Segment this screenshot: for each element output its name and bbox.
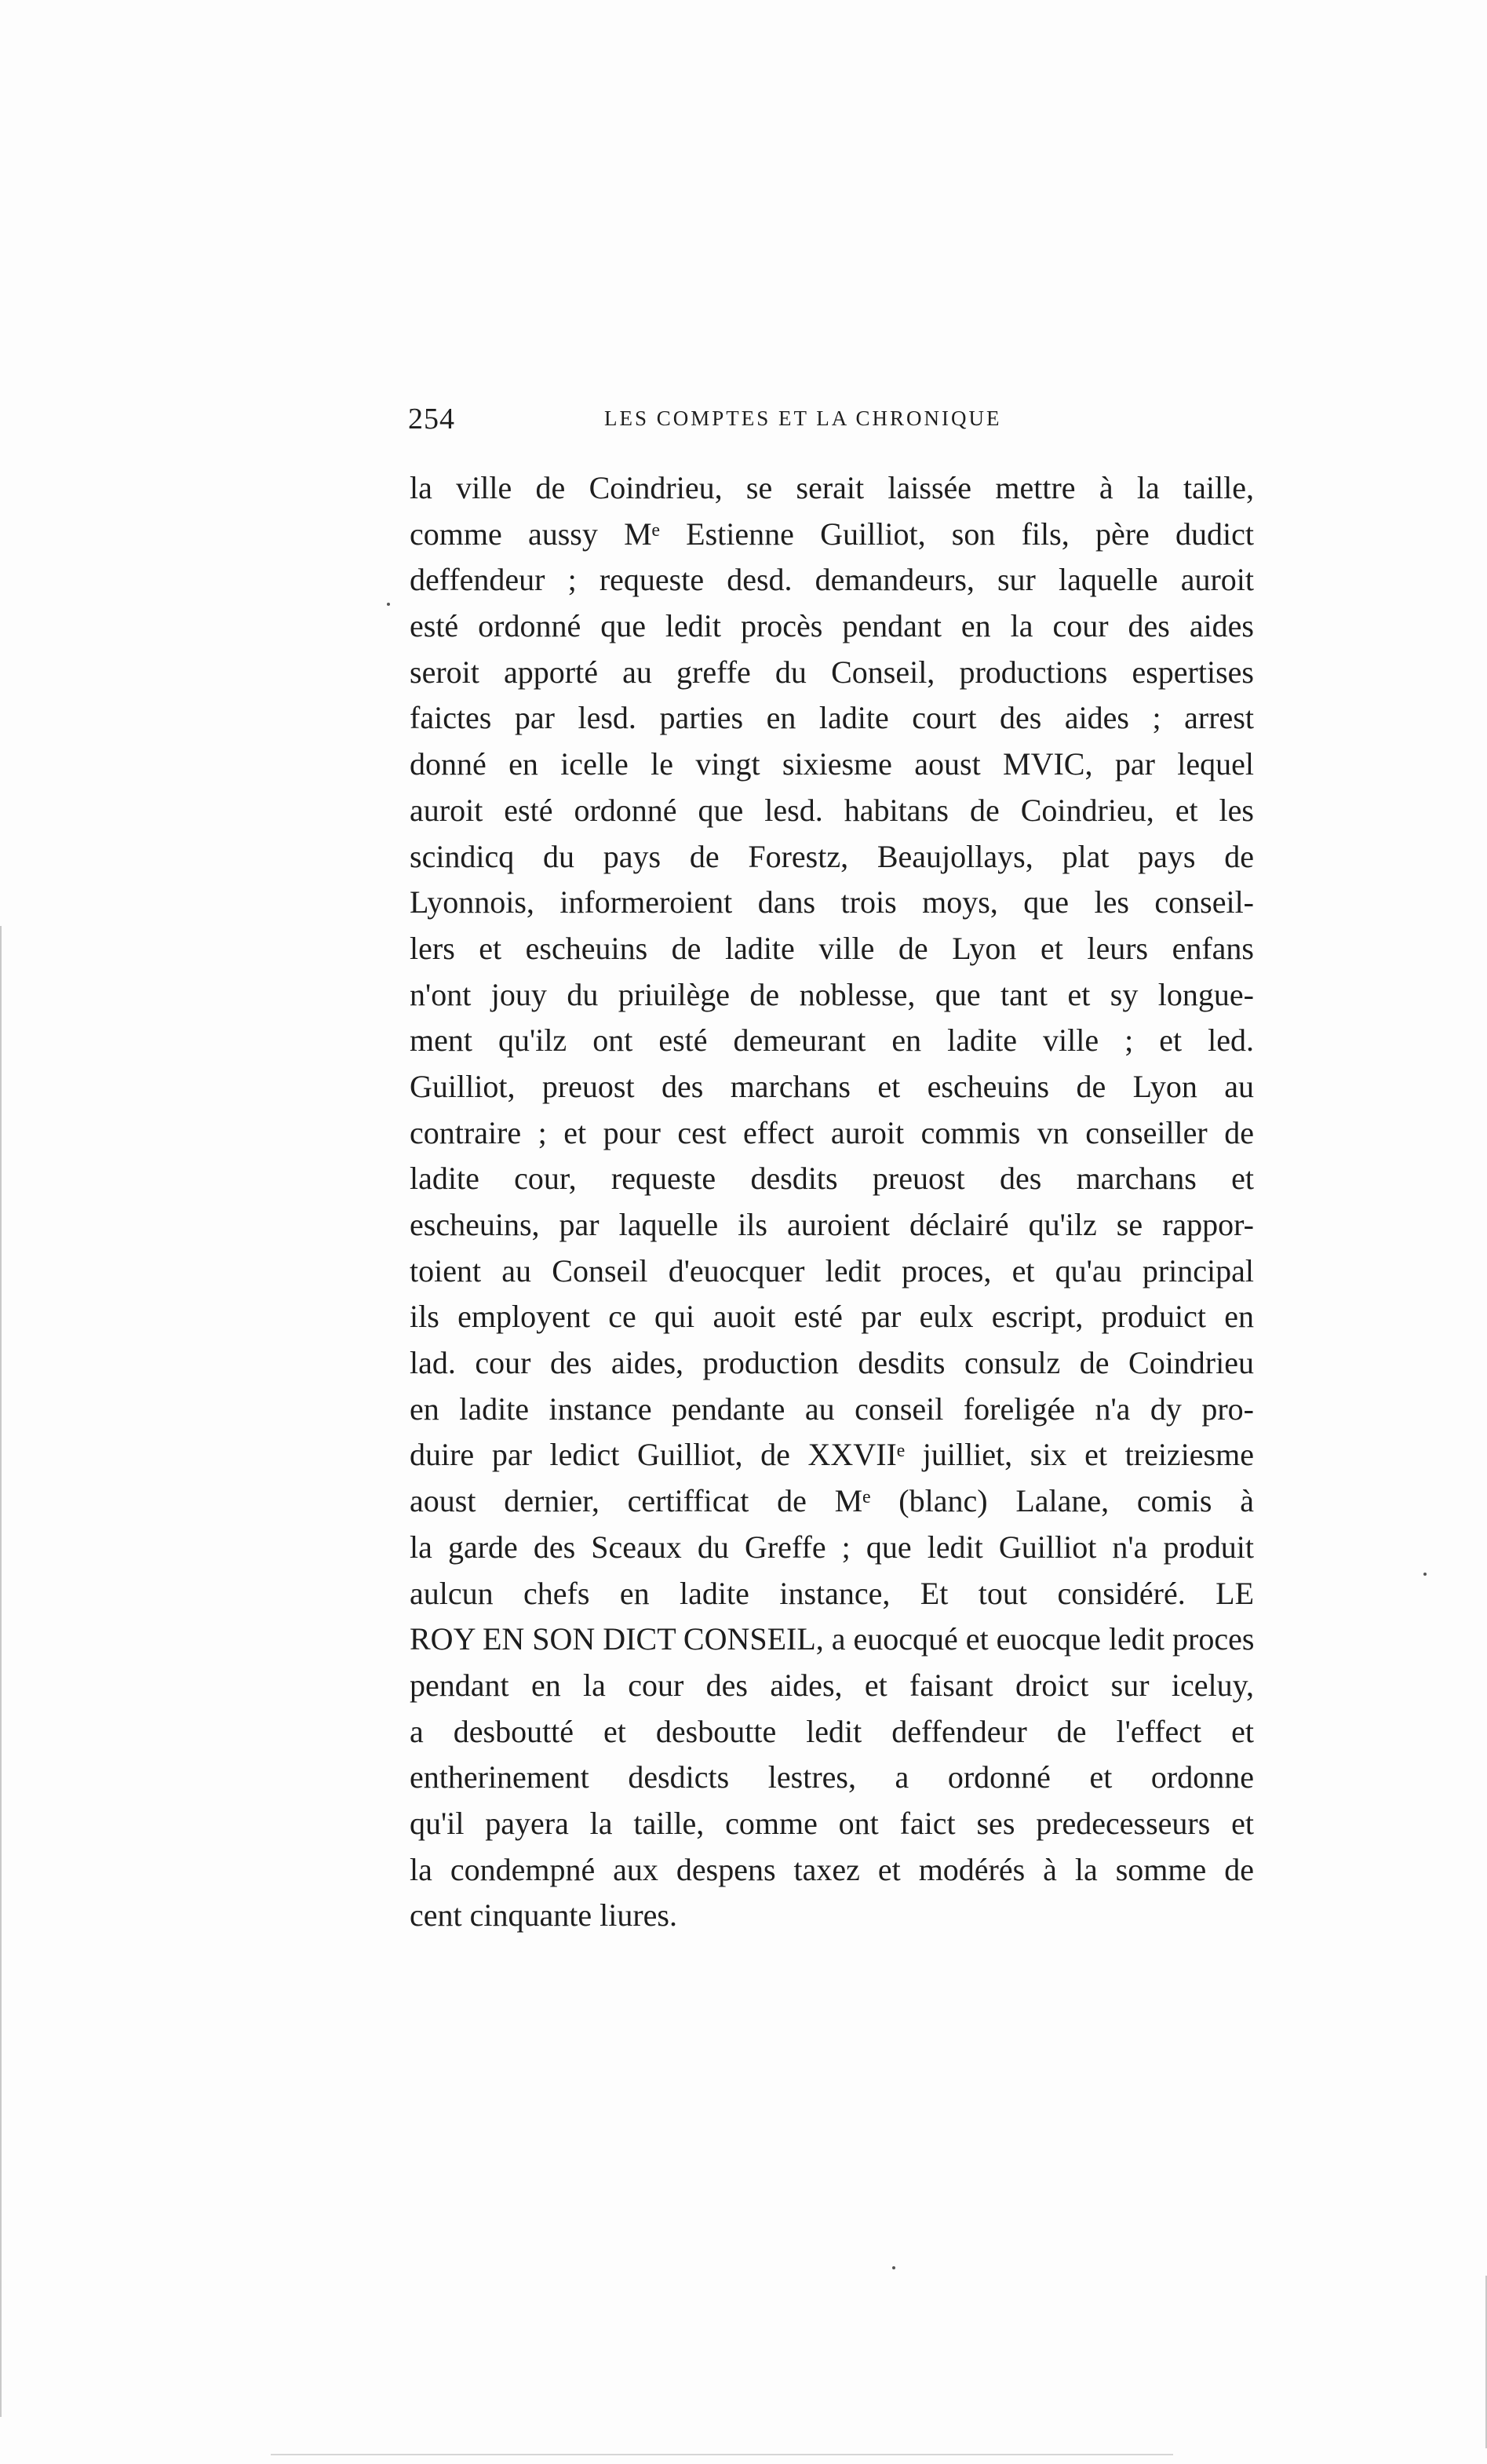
text-line: ment qu'ilz ont esté demeurant en ladite ville ; et led. — [410, 1022, 1254, 1059]
text-line: duire par ledict Guilliot, de XXVIIᵉ juilliet, six et treiziesme — [410, 1437, 1254, 1473]
ink-speck — [387, 603, 390, 606]
text-line: lad. cour des aides, production desdits consulz de Coindrieu — [410, 1345, 1254, 1381]
bottom-scan-edge — [271, 2454, 1173, 2455]
text-line: Guilliot, preuost des marchans et escheuins de Lyon au — [410, 1068, 1254, 1104]
text-line: donné en icelle le vingt sixiesme aoust MVIC, par lequel — [410, 746, 1254, 782]
text-line: aoust dernier, certifficat de Mᵉ (blanc) Lalane, comis à — [410, 1483, 1254, 1519]
text-line: en ladite instance pendante au conseil foreligée n'a dy pro- — [410, 1391, 1254, 1427]
text-line: escheuins, par laquelle ils auroient déclairé qu'ilz se rappor- — [410, 1207, 1254, 1242]
text-line: seroit apporté au greffe du Conseil, productions espertises — [410, 654, 1254, 690]
text-line: ils employent ce qui auoit esté par eulx escript, produict en — [410, 1299, 1254, 1335]
text-line: qu'il payera la taille, comme ont faict ses predecesseurs et — [410, 1805, 1254, 1841]
text-line: ROY EN SON DICT CONSEIL, a euocqué et euocque ledit proces — [410, 1621, 1255, 1657]
text-line: n'ont jouy du priuilège de noblesse, que tant et sy longue- — [410, 976, 1254, 1012]
text-line: Lyonnois, informeroient dans trois moys, que les conseil- — [410, 884, 1254, 920]
text-line: deffendeur ; requeste desd. demandeurs, sur laquelle auroit — [410, 562, 1254, 598]
text-line: comme aussy Mᵉ Estienne Guilliot, son fils, père dudict — [410, 516, 1254, 552]
text-line: contraire ; et pour cest effect auroit commis vn conseiller de — [410, 1114, 1254, 1150]
text-line: a desboutté et desboutte ledit deffendeur de l'effect et — [410, 1713, 1254, 1749]
text-line: ladite cour, requeste desdits preuost des marchans et — [410, 1161, 1254, 1197]
page-header — [408, 402, 1051, 443]
page-number: 254 — [408, 403, 455, 436]
ink-speck — [1423, 1573, 1427, 1576]
text-line: auroit esté ordonné que lesd. habitans de Coindrieu, et les — [410, 792, 1254, 828]
text-line: toient au Conseil d'euocquer ledit proces, et qu'au principal — [410, 1252, 1254, 1288]
ink-speck — [892, 2266, 895, 2269]
text-line: la ville de Coindrieu, se serait laissée mettre à la taille, — [410, 470, 1254, 505]
text-line: esté ordonné que ledit procès pendant en la cour des aides — [410, 608, 1254, 644]
text-line: aulcun chefs en ladite instance, Et tout considéré. LE — [410, 1575, 1254, 1611]
text-line: scindicq du pays de Forestz, Beaujollays, plat pays de — [410, 838, 1254, 874]
text-line: la garde des Sceaux du Greffe ; que ledit Guilliot n'a produit — [410, 1529, 1254, 1565]
text-line: pendant en la cour des aides, et faisant droict sur iceluy, — [410, 1667, 1254, 1703]
body-text — [410, 465, 1254, 1939]
text-line: cent cinquante liures. — [410, 1897, 677, 1934]
text-line: entherinement desdicts lestres, a ordonné et ordonne — [410, 1759, 1254, 1795]
text-line: faictes par lesd. parties en ladite court des aides ; arrest — [410, 700, 1254, 736]
left-scan-edge — [0, 926, 2, 2417]
running-head: LES COMPTES ET LA CHRONIQUE — [604, 406, 1002, 430]
text-line: lers et escheuins de ladite ville de Lyon et leurs enfans — [410, 930, 1254, 966]
text-line: la condempné aux despens taxez et modérés à la somme de — [410, 1851, 1254, 1887]
